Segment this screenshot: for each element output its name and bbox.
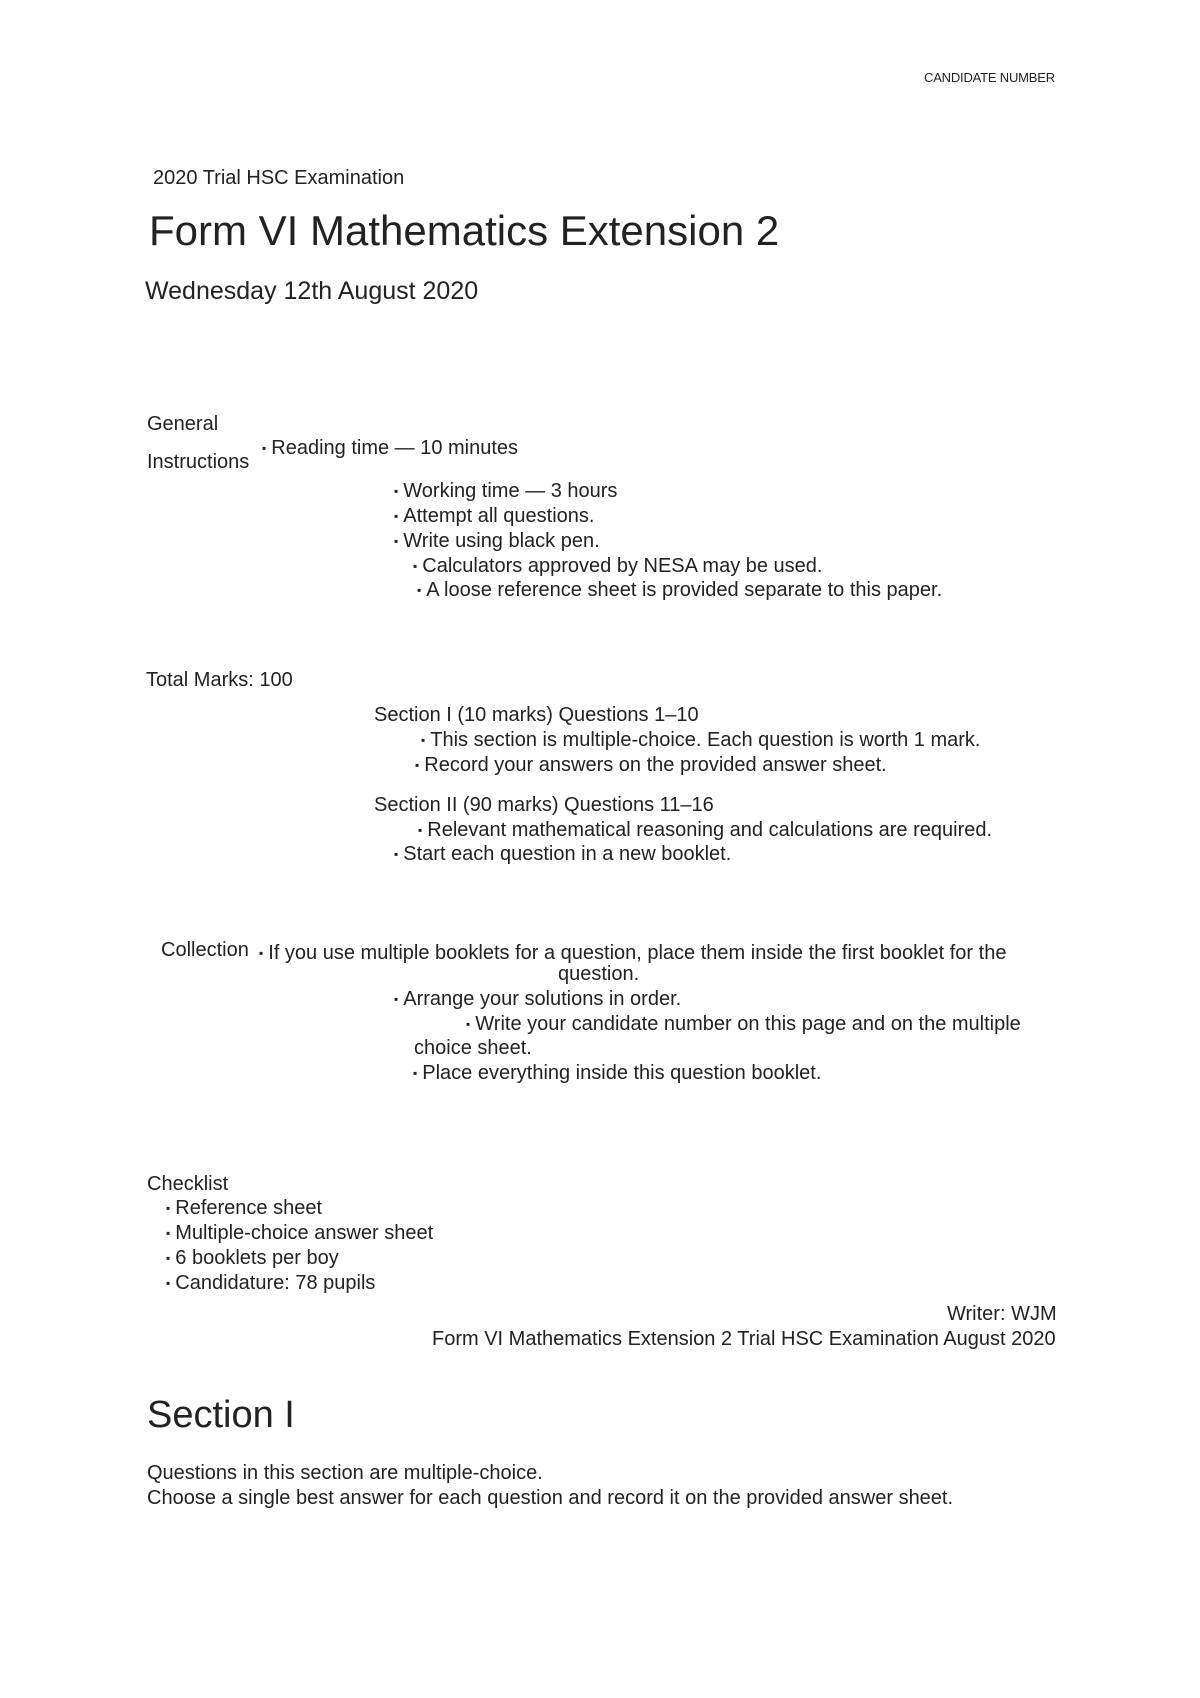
section1-heading: Section I (10 marks) Questions 1–10 xyxy=(374,704,699,726)
collection-item: ▪ Write your candidate number on this page and on the multiple xyxy=(466,1012,1021,1038)
collection-item-continuation: question. xyxy=(558,963,640,985)
section2-heading: Section II (90 marks) Questions 11–16 xyxy=(374,794,714,816)
checklist-label: Checklist xyxy=(147,1173,229,1195)
exam-line: 2020 Trial HSC Examination xyxy=(153,167,405,189)
writer: Writer: WJM xyxy=(947,1303,1057,1325)
collection-item: ▪ If you use multiple booklets for a question, place them inside the first booklet for the xyxy=(259,941,1006,967)
collection-item: ▪ Arrange your solutions in order. xyxy=(394,987,681,1013)
running-title: Form VI Mathematics Extension 2 Trial HSC Examination August 2020 xyxy=(432,1328,1056,1350)
instruction-item: ▪ Working time — 3 hours xyxy=(394,479,617,505)
instruction-item: ▪ A loose reference sheet is provided separate to this paper. xyxy=(417,578,942,604)
checklist-item: ▪ 6 booklets per boy xyxy=(166,1246,339,1272)
section-intro: Choose a single best answer for each question and record it on the provided answer sheet. xyxy=(147,1487,954,1509)
general-instructions-label: Instructions xyxy=(147,451,250,473)
general-instructions-label: General xyxy=(147,413,219,435)
checklist-item: ▪ Reference sheet xyxy=(166,1196,322,1222)
collection-item-continuation: choice sheet. xyxy=(414,1037,532,1059)
page-title: Form VI Mathematics Extension 2 xyxy=(149,207,780,254)
section2-item: ▪ Start each question in a new booklet. xyxy=(394,842,731,868)
section1-item: ▪ This section is multiple-choice. Each question is worth 1 mark. xyxy=(421,728,981,754)
collection-item: ▪ Place everything inside this question booklet. xyxy=(413,1061,821,1087)
checklist-item: ▪ Multiple-choice answer sheet xyxy=(166,1221,433,1247)
section2-item: ▪ Relevant mathematical reasoning and calculations are required. xyxy=(418,818,992,844)
section-intro: Questions in this section are multiple-choice. xyxy=(147,1462,543,1484)
collection-label: Collection xyxy=(161,939,249,961)
instruction-item: ▪ Attempt all questions. xyxy=(394,504,594,530)
total-marks: Total Marks: 100 xyxy=(146,669,293,691)
checklist-item: ▪ Candidature: 78 pupils xyxy=(166,1271,375,1297)
candidate-number-label: CANDIDATE NUMBER xyxy=(924,70,1055,85)
section1-item: ▪ Record your answers on the provided answer sheet. xyxy=(415,753,887,779)
instruction-item: ▪ Reading time — 10 minutes xyxy=(262,436,518,462)
instruction-item: ▪ Write using black pen. xyxy=(394,529,600,555)
section-heading: Section I xyxy=(147,1394,295,1436)
exam-date: Wednesday 12th August 2020 xyxy=(145,277,479,305)
instruction-item: ▪ Calculators approved by NESA may be used. xyxy=(413,554,822,580)
